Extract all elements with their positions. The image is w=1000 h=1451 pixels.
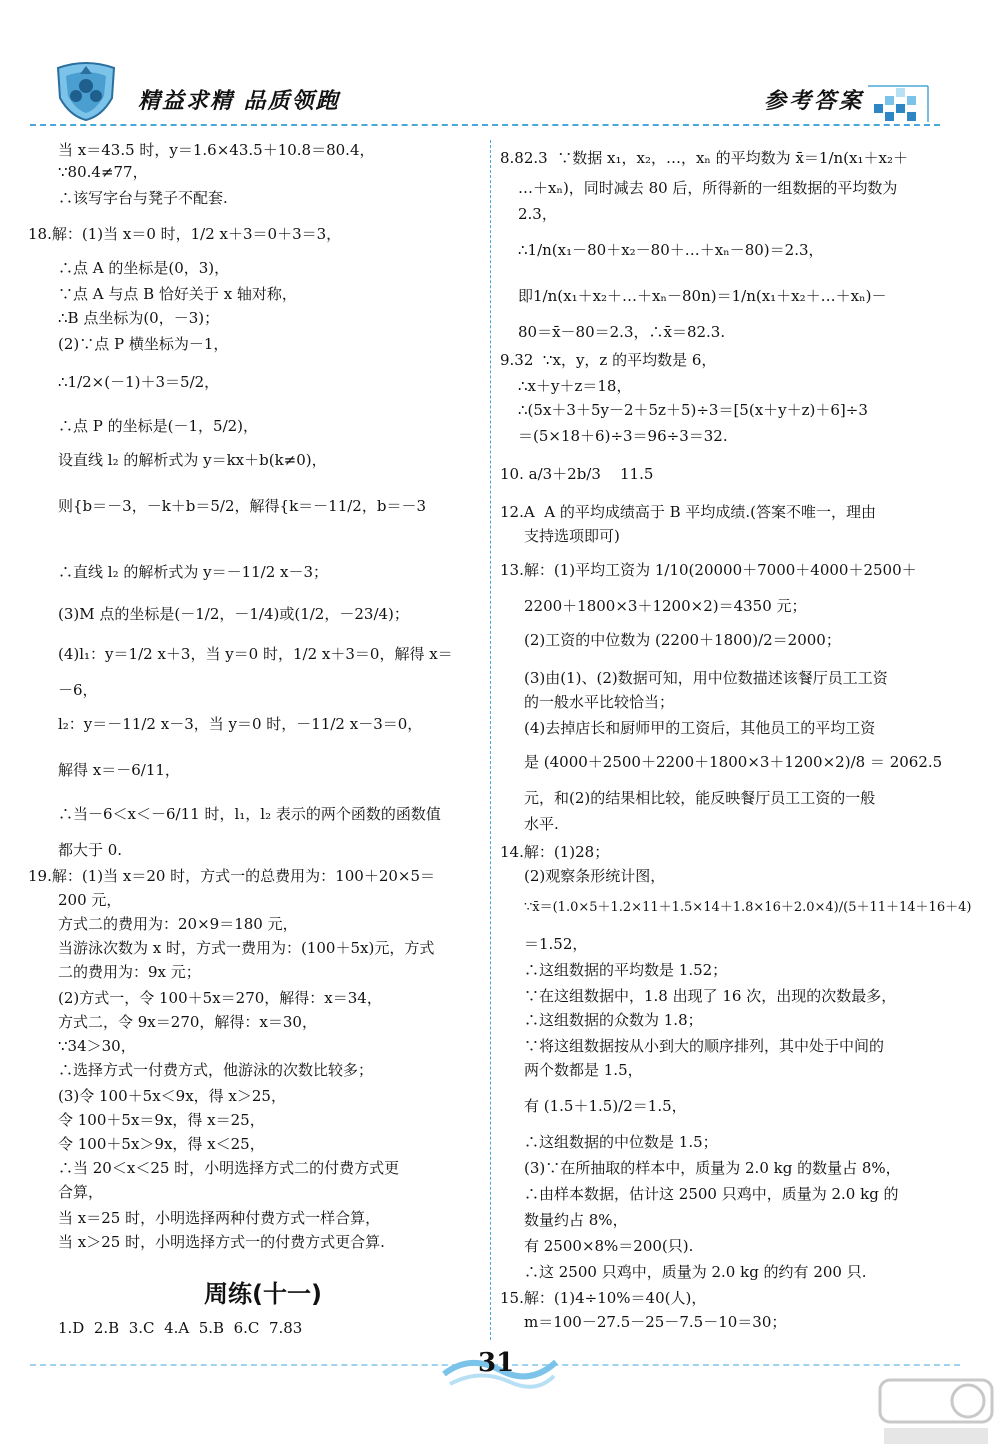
text-line: ∵x̄＝(1.0×5＋1.2×11＋1.5×14＋1.8×16＋2.0×4)/(5＋11＋14＋16＋4)	[524, 900, 972, 915]
text-line: ∴选择方式一付费方式，他游泳的次数比较多；	[58, 1061, 374, 1079]
text-line: 方式二，令 9x＝270，解得：x＝30，	[58, 1013, 317, 1031]
text-line: 即1/n(x₁＋x₂＋…＋xₙ－80n)＝1/n(x₁＋x₂＋…＋xₙ)－	[518, 287, 887, 305]
text-line: 有 (1.5＋1.5)/2＝1.5，	[524, 1097, 687, 1115]
text-line: (3)M 点的坐标是(－1/2，－1/4)或(1/2，－23/4)；	[58, 605, 409, 623]
text-line: (4)去掉店长和厨师甲的工资后，其他员工的平均工资	[524, 719, 876, 737]
text-line: 令 100＋5x＝9x，得 x＝25，	[58, 1111, 265, 1129]
text-line: ∴(5x＋3＋5y－2＋5z＋5)÷3＝[5(x＋y＋z)＋6]÷3	[518, 401, 868, 419]
page-header	[0, 0, 1000, 140]
text-line: 12.A A 的平均成绩高于 B 平均成绩.(答案不唯一，理由	[500, 503, 877, 521]
text-line: －6，	[58, 681, 98, 699]
text-line: (2)工资的中位数为 (2200＋1800)/2＝2000；	[524, 631, 841, 649]
text-line: 80＝x̄－80＝2.3，∴x̄＝82.3.	[518, 323, 726, 341]
text-line: 8.82.3 ∵数据 x₁，x₂，…，xₙ 的平均数为 x̄＝1/n(x₁＋x₂＋	[500, 149, 908, 167]
column-divider	[490, 140, 491, 1340]
page-number: 31	[478, 1348, 515, 1378]
text-line: 2200＋1800×3＋1200×2)＝4350 元；	[524, 597, 807, 615]
text-line: ∴这组数据的中位数是 1.5；	[524, 1133, 718, 1151]
text-line: 18.解：(1)当 x＝0 时，1/2 x＋3＝0＋3＝3，	[28, 225, 342, 243]
text-line: 当 x＝25 时，小明选择两种付费方式一样合算，	[58, 1209, 381, 1227]
text-line: 都大于 0.	[58, 841, 123, 859]
text-line: 方式二的费用为：20×9＝180 元，	[58, 915, 298, 933]
text-line: 13.解：(1)平均工资为 1/10(20000＋7000＋4000＋2500＋	[500, 561, 917, 579]
text-line: ∴当 20＜x＜25 时，小明选择方式二的付费方式更	[58, 1159, 400, 1177]
text-line: ∴由样本数据，估计这 2500 只鸡中，质量为 2.0 kg 的	[524, 1185, 899, 1203]
text-line: 水平.	[524, 815, 559, 833]
text-line: ＝1.52，	[524, 935, 588, 953]
shield-logo-icon	[52, 60, 120, 122]
text-line: (3)由(1)、(2)数据可知，用中位数描述该餐厅员工工资	[524, 669, 888, 687]
text-line: ∴1/n(x₁－80＋x₂－80＋…＋xₙ－80)＝2.3，	[518, 241, 824, 259]
text-line: 是 (4000＋2500＋2200＋1800×3＋1200×2)/8 ＝ 2062.5	[524, 753, 943, 771]
text-line: 15.解：(1)4÷10%＝40(人)，	[500, 1289, 707, 1307]
text-line: 的一般水平比较恰当；	[524, 693, 675, 711]
text-line: (3)令 100＋5x＜9x，得 x＞25，	[58, 1087, 286, 1105]
decorative-squares-icon	[866, 84, 930, 124]
text-line: ∴这组数据的众数为 1.8；	[524, 1011, 703, 1029]
text-line: 当游泳次数为 x 时，方式一费用为：(100＋5x)元，方式	[58, 939, 435, 957]
text-line: ∴这组数据的平均数是 1.52；	[524, 961, 728, 979]
text-line: 两个数都是 1.5，	[524, 1061, 643, 1079]
text-line: ∴这 2500 只鸡中，质量为 2.0 kg 的约有 200 只.	[524, 1263, 867, 1281]
header-divider	[30, 124, 940, 126]
section-title: 周练(十一)	[204, 1280, 322, 1308]
text-line: 设直线 l₂ 的解析式为 y＝kx＋b(k≠0)，	[58, 451, 327, 469]
text-line: ∴B 点坐标为(0，－3)；	[58, 309, 220, 327]
text-line: 有 2500×8%＝200(只).	[524, 1237, 694, 1255]
text-line: 当 x＝43.5 时，y＝1.6×43.5＋10.8＝80.4，	[58, 141, 375, 159]
header-slogan: 精益求精 品质领跑	[138, 88, 340, 114]
text-line: 元，和(2)的结果相比较，能反映餐厅员工工资的一般	[524, 789, 876, 807]
text-line: (2)∵点 P 横坐标为－1，	[58, 335, 229, 353]
text-line: (2)方式一，令 100＋5x＝270，解得：x＝34，	[58, 989, 382, 1007]
text-line: (2)观察条形统计图，	[524, 867, 666, 885]
text-line: ∵80.4≠77，	[58, 163, 148, 181]
text-line: 14.解：(1)28；	[500, 843, 610, 861]
header-title: 参考答案	[764, 88, 865, 114]
text-line: 200 元，	[58, 891, 122, 909]
text-line: ∵在这组数据中，1.8 出现了 16 次，出现的次数最多，	[524, 987, 897, 1005]
text-line: 则{b＝－3，－k＋b＝5/2，解得{k＝－11/2，b＝－3	[58, 497, 426, 515]
text-line: 令 100＋5x＞9x，得 x＜25，	[58, 1135, 265, 1153]
text-line: ∴当－6＜x＜－6/11 时，l₁，l₂ 表示的两个函数的函数值	[58, 805, 441, 823]
text-line: 二的费用为：9x 元；	[58, 963, 201, 981]
text-line: l₂：y＝－11/2 x－3，当 y＝0 时，－11/2 x－3＝0，	[58, 715, 423, 733]
text-line: 解得 x＝－6/11，	[58, 761, 180, 779]
text-line: (4)l₁：y＝1/2 x＋3，当 y＝0 时，1/2 x＋3＝0，解得 x＝	[58, 645, 453, 663]
text-line: 数量约占 8%，	[524, 1211, 628, 1229]
text-line: ∵将这组数据按从小到大的顺序排列，其中处于中间的	[524, 1037, 885, 1055]
text-line: ＝(5×18＋6)÷3＝96÷3＝32.	[518, 427, 728, 445]
text-line: (3)∵在所抽取的样本中，质量为 2.0 kg 的数量占 8%，	[524, 1159, 901, 1177]
text-line: 10. a/3＋2b/3 11.5	[500, 465, 654, 483]
text-line: 2.3，	[518, 205, 557, 223]
text-line: ∴点 A 的坐标是(0，3)，	[58, 259, 230, 277]
text-line: 当 x＞25 时，小明选择方式一的付费方式更合算.	[58, 1233, 385, 1251]
text-line: ∴点 P 的坐标是(－1，5/2)，	[58, 417, 259, 435]
text-line: ∴1/2×(－1)＋3＝5/2，	[58, 373, 220, 391]
text-line: m＝100－27.5－25－7.5－10＝30；	[524, 1313, 787, 1331]
answer-key-line: 1.D 2.B 3.C 4.A 5.B 6.C 7.83	[58, 1319, 303, 1337]
watermark-logo-icon	[876, 1376, 996, 1448]
text-line: ∴x＋y＋z＝18，	[518, 377, 632, 395]
text-line: ∵34＞30，	[58, 1037, 136, 1055]
text-line: 9.32 ∵x，y，z 的平均数是 6，	[500, 351, 717, 369]
text-line: 19.解：(1)当 x＝20 时，方式一的总费用为：100＋20×5＝	[28, 867, 436, 885]
text-line: ∴该写字台与凳子不配套.	[58, 189, 228, 207]
text-line: …＋xₙ)，同时减去 80 后，所得新的一组数据的平均数为	[518, 179, 898, 197]
text-line: 支持选项即可)	[524, 527, 620, 545]
text-line: ∴直线 l₂ 的解析式为 y＝－11/2 x－3；	[58, 563, 329, 581]
text-line: 合算，	[58, 1183, 104, 1201]
text-line: ∵点 A 与点 B 恰好关于 x 轴对称，	[58, 285, 297, 303]
